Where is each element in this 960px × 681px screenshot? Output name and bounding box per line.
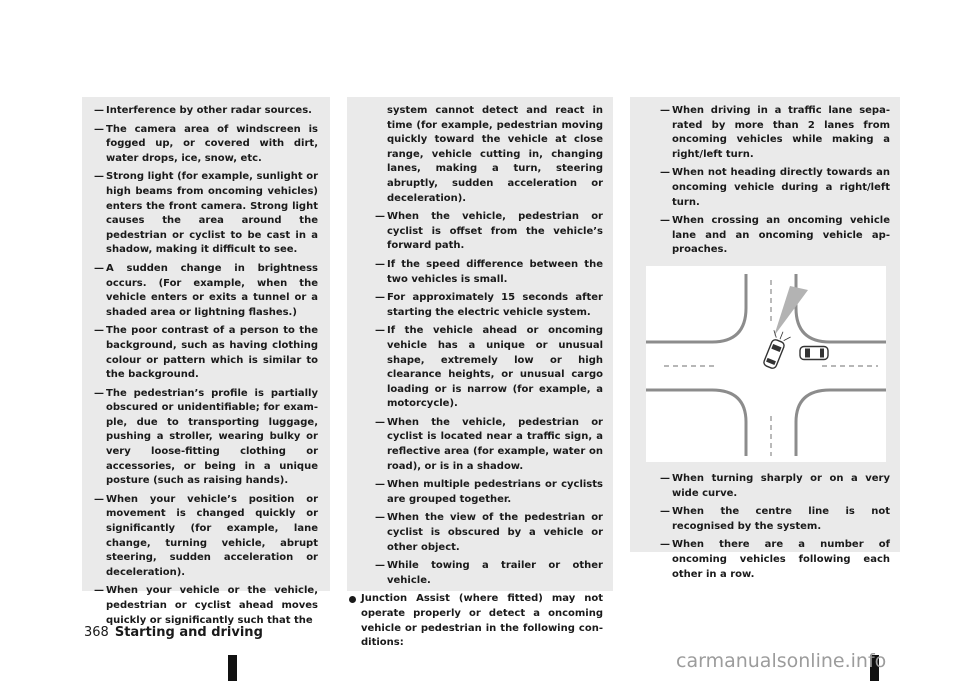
list-item: — The camera area of windscreen is fogged up, or covered with dirt, water drops, ice, snow, etc. [94,123,318,164]
page-number: 368 [84,625,109,640]
list-item: — Interference by other radar sources. [94,105,312,116]
ego-vehicle-icon [760,328,791,370]
road-curb-bottom-left [646,390,746,456]
condition-list-4 [644,472,890,582]
page-edge-mark-left [228,655,237,681]
road-curb-top-right [796,274,886,342]
intersection-diagram [646,266,886,462]
text-column-1 [82,97,330,626]
list-item: — When there are a number of oncoming vehicles following each other in a row. [660,539,890,580]
list-item: — When your vehicle or the vehicle, pedestrian or cyclist ahead moves quickly or significantly such that the [94,585,318,626]
list-item: — When the view of the pedestrian or cyclist is obscured by a vehicle or other object. [375,512,603,553]
list-item: — When driving in a traffic lane separated by more than 2 lanes from oncoming vehicles while making a right/left turn. [660,105,890,160]
list-item: — When the centre line is not recognised by the system. [660,506,890,532]
list-item: — When multiple pedestrians or cyclists are grouped together. [375,479,603,505]
condition-list-3 [644,104,890,258]
condition-list-2 [361,210,603,588]
bullet-icon [349,596,356,603]
list-item: — A sudden change in brightness occurs. (For example, when the vehicle enters or exits a tunnel or a shaded area or lightning flashes.) [94,262,318,318]
road-curb-bottom-right [796,390,886,456]
page-footer [84,625,263,640]
list-item: — If the speed difference between the two vehicles is small. [375,258,603,285]
list-item: — When the vehicle, pedestrian or cyclist is offset from the vehicle’s forward path. [375,211,603,252]
section-title: Starting and driving [114,625,263,640]
list-item: — When your vehicle’s position or movement is changed quickly or significantly (for example, lane change, turning vehicle, abrupt steering, sudden acceleration or deceleration). [94,493,318,578]
list-item: — The pedestrian’s profile is partially obscured or unidentifiable; for example, due to transporting luggage, pushing a stroller, wearing bulky or very loose-fitting clothing or accessories, or being in a unique posture (such as raising hands). [94,387,318,487]
list-item: — When not heading directly towards an oncoming vehicle during a right/left turn. [660,167,890,208]
watermark: carmanualsonline.info [676,650,887,672]
list-item: — Strong light (for example, sunlight or high beams from oncoming vehicles) enters the front camera. Strong light causes the area around the pedestrian or cyclist to be cast in a shadow, making it difficult to see. [94,171,318,256]
text-column-2 [347,97,613,649]
list-item: — When crossing an oncoming vehicle lane and an oncoming vehicle approaches. [660,215,890,256]
continued-text: system cannot detect and react in time (for example, pedestrian moving quickly toward the vehicle at close range, vehicle cutting in, changing lanes, making a turn, steering abruptly, sudden acceleration or deceleration). [387,105,603,204]
oncoming-vehicle-icon [800,346,828,359]
sensor-detection-cone [774,286,808,336]
condition-list-1 [94,104,318,628]
list-item: — When turning sharply or on a very wide curve. [660,472,890,499]
list-item: — When the vehicle, pedestrian or cyclist is located near a traffic sign, a reflective area (for example, water on road), or is in a shadow. [375,416,603,472]
list-item: — The poor contrast of a person to the background, such as having clothing colour or pattern which is similar to the background. [94,325,318,381]
list-item: — If the vehicle ahead or oncoming vehicle has a unique or unusual shape, extremely low or high clearance heights, or unusual cargo loading or is narrow (for example, a motorcycle). [375,325,603,410]
road-curb-top-left [646,274,746,342]
list-item: — While towing a trailer or other vehicle. [375,560,603,586]
bullet-paragraph: Junction Assist (where fitted) may not operate properly or detect a oncoming vehicle or pedestrian in the following conditions: [361,592,603,650]
list-item: — For approximately 15 seconds after starting the electric vehicle system. [375,292,603,318]
text-column-3 [630,97,900,580]
